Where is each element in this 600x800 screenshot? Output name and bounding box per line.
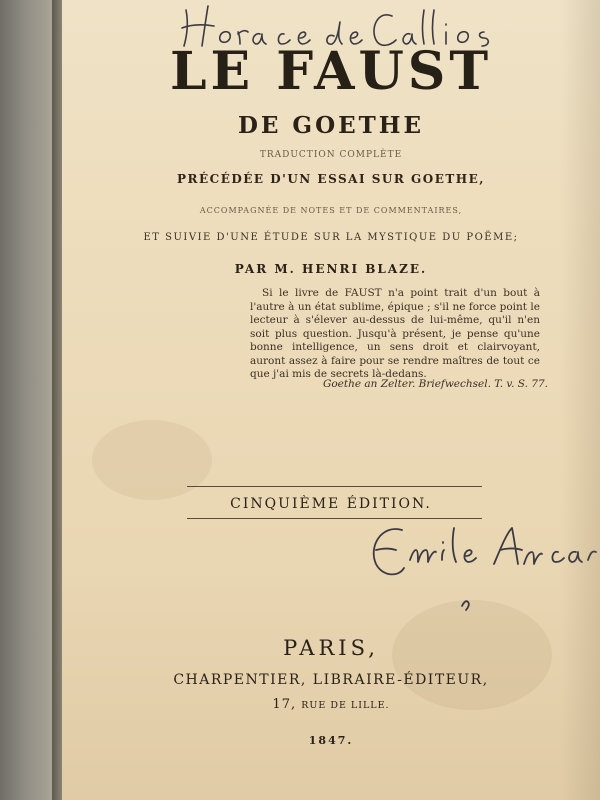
imprint-year: 1847. bbox=[308, 734, 354, 747]
epigraph-paragraph: Si le livre de FAUST n'a point trait d'un bout à l'autre à un état sublime, épique ; s'il ne force point le lecteur à s'élever au-dessus de lui-même, qu'il n'en soit plus question. Jusqu'à présent, je pense qu'une bonne intelligence, un sens droit et clairvoyant, auront assez à faire pour se rendre maîtres de tout ce que j'ai mis de secrets là-dedans. bbox=[250, 287, 540, 380]
edition-label: CINQUIÈME ÉDITION. bbox=[230, 496, 432, 512]
followed-line: ET SUIVIE D'UNE ÉTUDE SUR LA MYSTIQUE DU POËME; bbox=[143, 232, 519, 243]
middle-handwritten-signature bbox=[362, 520, 600, 620]
imprint-city: PARIS, bbox=[283, 636, 379, 660]
accompanied-line: ACCOMPAGNÉE DE NOTES ET DE COMMENTAIRES, bbox=[199, 206, 463, 215]
divider-rule-top bbox=[187, 486, 482, 487]
epigraph-citation: Goethe an Zelter. Briefwechsel. T. v. S. 77. bbox=[322, 378, 548, 390]
address-number: 17, bbox=[272, 697, 297, 712]
book-cover-board bbox=[0, 0, 60, 800]
paper-stain bbox=[92, 420, 212, 500]
address-street: RUE DE LILLE. bbox=[301, 700, 390, 711]
epigraph-text bbox=[250, 287, 540, 382]
imprint-address bbox=[62, 697, 600, 712]
author-line: PAR M. HENRI BLAZE. bbox=[234, 262, 428, 276]
book-title: LE FAUST bbox=[169, 41, 493, 102]
book-subtitle: DE GOETHE bbox=[237, 112, 425, 139]
preceded-line: PRÉCÉDÉE D'UN ESSAI SUR GOETHE, bbox=[177, 172, 485, 186]
translation-note: TRADUCTION COMPLÈTE bbox=[259, 150, 403, 160]
title-page bbox=[62, 0, 600, 800]
divider-rule-bottom bbox=[187, 518, 482, 519]
imprint-publisher: CHARPENTIER, LIBRAIRE-ÉDITEUR, bbox=[173, 672, 489, 688]
page-edge-shadow bbox=[52, 0, 62, 800]
